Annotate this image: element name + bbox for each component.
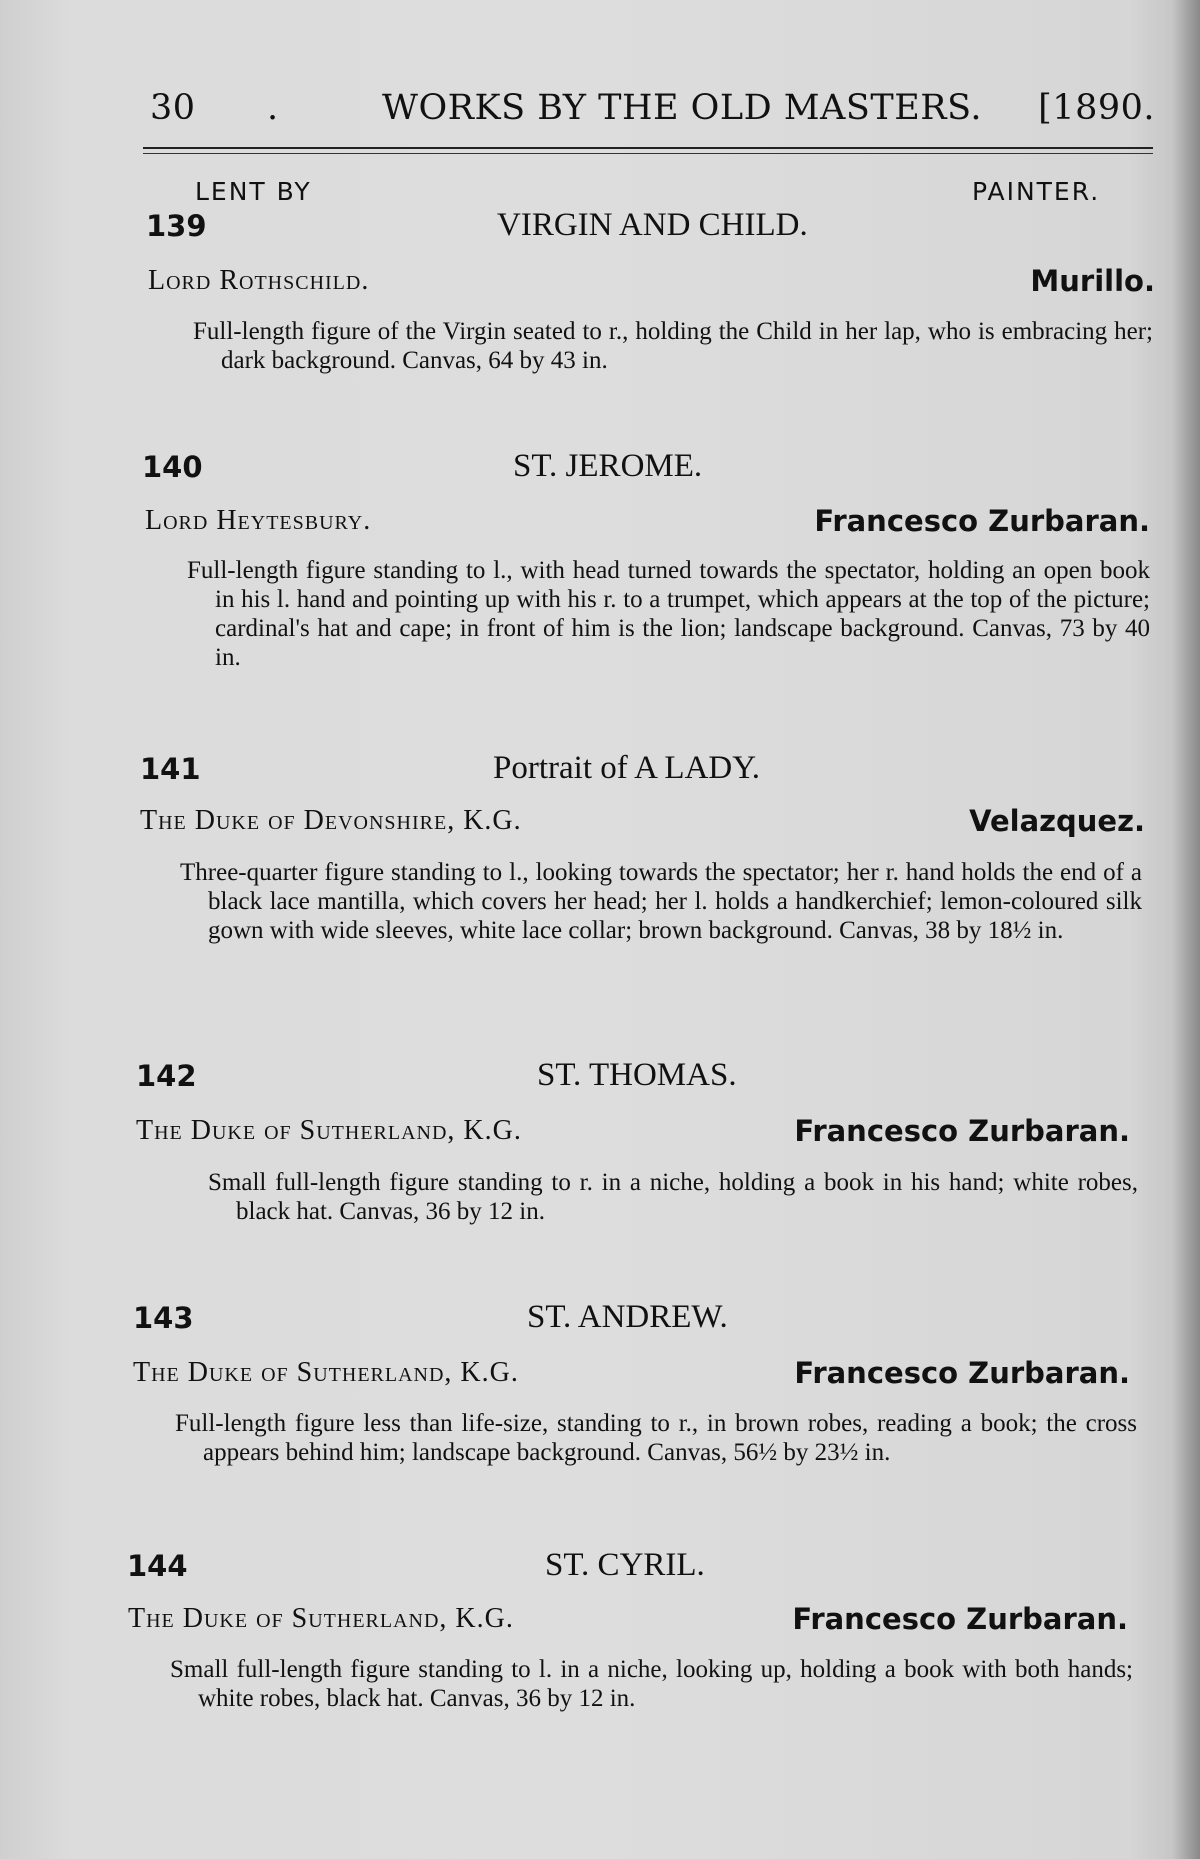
header-title: WORKS BY THE OLD MASTERS. [382, 88, 982, 128]
entry-description: Small full-length figure standing to r. in a niche, holding a book in his hand; white robes, black hat. Canvas, 36 by 12 in. [208, 1169, 1138, 1225]
entry-lender: The Duke of Devonshire, K.G. [140, 805, 522, 836]
entry-painter: Francesco Zurbaran. [794, 1114, 1130, 1148]
entry-title: VIRGIN AND CHILD. [497, 207, 808, 243]
header-dot: . [267, 88, 279, 128]
column-head-painter: PAINTER. [972, 177, 1101, 206]
column-head-lent-by: LENT BY [195, 177, 312, 206]
header-year: [1890. [1038, 88, 1155, 128]
entry-description: Small full-length figure standing to l. in a niche, looking up, holding a book with both hands; white robes, black hat. Canvas, 36 by 12 in. [170, 1656, 1133, 1712]
entry-number: 139 [146, 209, 207, 243]
entry-painter: Francesco Zurbaran. [814, 504, 1150, 538]
entry-title: ST. THOMAS. [537, 1057, 737, 1093]
entry-painter: Velazquez. [969, 804, 1145, 838]
header-rule-thick [143, 147, 1153, 149]
entry-number: 141 [140, 752, 201, 786]
running-header [150, 88, 1155, 138]
entry-lender: The Duke of Sutherland, K.G. [133, 1357, 519, 1388]
entry-lender: Lord Rothschild. [148, 265, 370, 296]
entry-lender: The Duke of Sutherland, K.G. [128, 1603, 514, 1634]
page-edge-shadow [1172, 0, 1200, 1859]
entry-painter: Francesco Zurbaran. [792, 1602, 1128, 1636]
entry-description: Three-quarter figure standing to l., looking towards the spectator; her r. hand holds the end of a black lace mantilla, which covers her head; her l. holds a handkerchief; lemon-coloured silk gown with wide sleeves, white lace collar; brown background. Canvas, 38 by 18½ in. [180, 859, 1142, 944]
entry-description: Full-length figure less than life-size, standing to r., in brown robes, reading a book; the cross appears behind him; landscape background. Canvas, 56½ by 23½ in. [175, 1410, 1137, 1466]
entry-title: ST. JEROME. [513, 448, 703, 484]
page-number: 30 [150, 88, 196, 128]
entry-description: Full-length figure standing to l., with head turned towards the spectator, holding an open book in his l. hand and pointing up with his r. to a trumpet, which appears at the top of the picture; cardinal's hat and cape; in front of him is the lion; landscape background. Canvas, 73 by 40 in. [187, 557, 1150, 671]
entry-description: Full-length figure of the Virgin seated to r., holding the Child in her lap, who is embracing her; dark background. Canvas, 64 by 43 in. [193, 318, 1153, 374]
header-rule-thin [143, 153, 1153, 154]
entry-number: 143 [133, 1301, 194, 1335]
entry-painter: Murillo. [1030, 264, 1155, 298]
entry-title: ST. ANDREW. [527, 1299, 728, 1335]
entry-title: ST. CYRIL. [545, 1547, 705, 1583]
entry-title: Portrait of A LADY. [493, 750, 761, 786]
entry-lender: Lord Heytesbury. [145, 505, 372, 536]
entry-painter: Francesco Zurbaran. [794, 1356, 1130, 1390]
entry-number: 142 [136, 1059, 197, 1093]
entry-number: 140 [142, 450, 203, 484]
entry-lender: The Duke of Sutherland, K.G. [136, 1115, 522, 1146]
entry-number: 144 [127, 1549, 188, 1583]
